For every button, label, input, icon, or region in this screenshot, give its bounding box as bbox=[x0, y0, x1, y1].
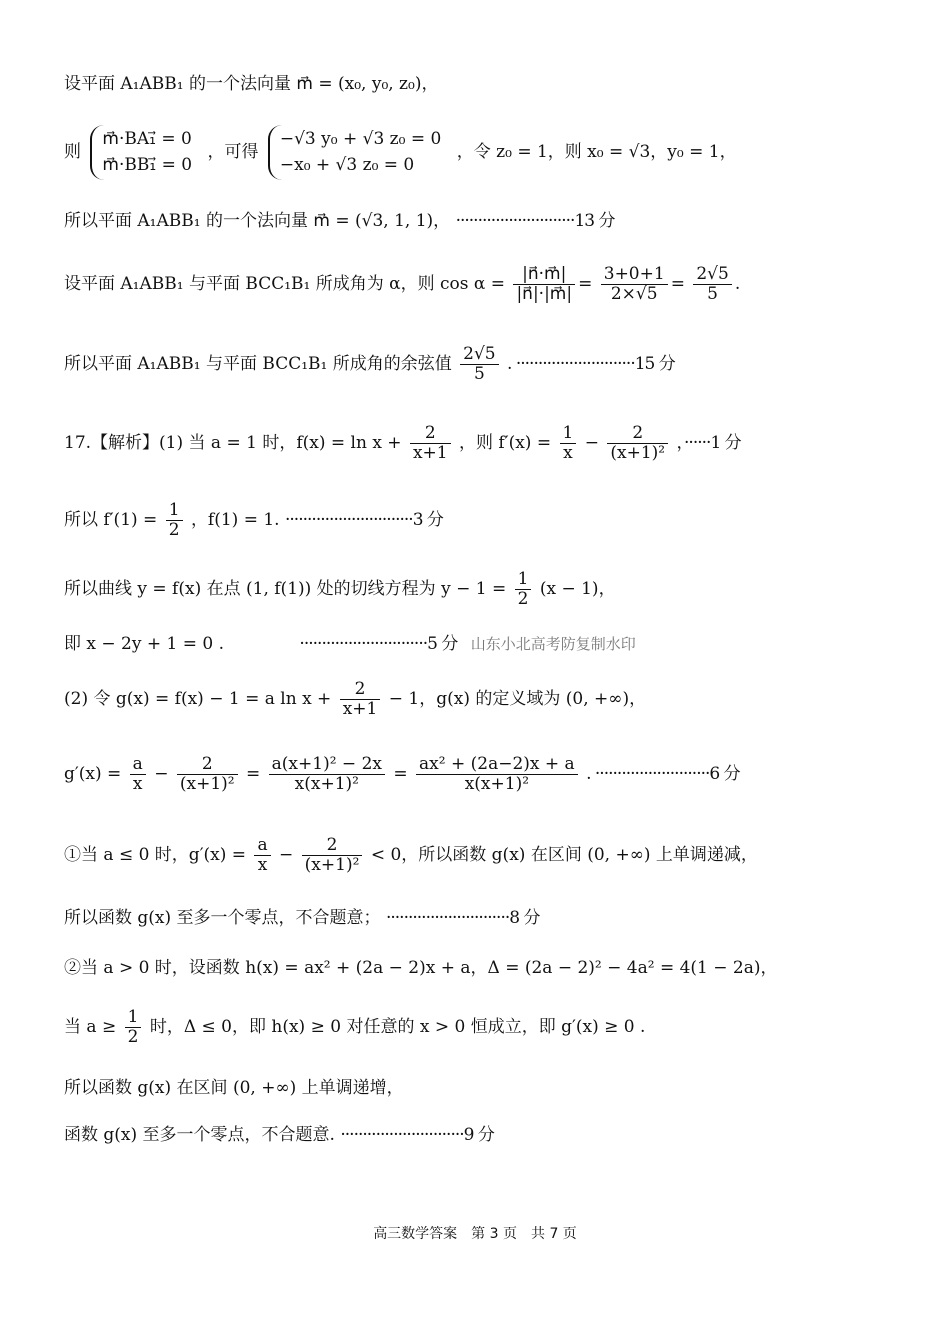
fraction: $\frac{a}{x}$ bbox=[130, 755, 146, 794]
line-tangent-result: 即 x − 2y + 1 = 0 . ·····························5 分 山东小北高考防复制水印 bbox=[64, 634, 636, 654]
line-g-definition: (2) 令 g(x) = f(x) − 1 = a ln x + $\frac{2}{x+1}$ − 1，g(x) 的定义域为 (0, +∞)， bbox=[64, 679, 647, 719]
fraction: $\frac{|n⃗\cdot m⃗|}{|n⃗|\cdot|m⃗|}$ bbox=[513, 265, 575, 304]
line-case-1: ①当 a ≤ 0 时，g′(x) = $\frac{a}{x}$ − $\frac{2}{\text{(x+1)²}}$ < 0，所以函数 g(x) 在区间 (0, +∞) 上单调递减， bbox=[64, 835, 758, 875]
fraction: $\frac{2}{x+1}$ bbox=[340, 680, 381, 719]
watermark-text: 山东小北高考防复制水印 bbox=[470, 635, 636, 653]
score-8: ····························8 分 bbox=[385, 908, 540, 928]
line-g-prime: g′(x) = $\frac{a}{x}$ − $\frac{2}{\text{(x+1)²}}$ = $\frac{\text{a(x+1)² − 2x}}{\text{x(x+1)²}}$ = $\frac{\text{ax² + (2a−2)x + a}}{\text{x(x+1)²}}$ . ··························6 分 bbox=[64, 754, 740, 794]
score-1: ，······1 分 bbox=[676, 433, 741, 453]
fraction: $\frac{2}{\text{(x+1)²}}$ bbox=[302, 836, 363, 875]
line-cos-result: 所以平面 A₁ABB₁ 与平面 BCC₁B₁ 所成角的余弦值 $\frac{2√5}{5}$ . ···························15 分 bbox=[64, 344, 675, 384]
fraction: $\frac{1}{x}$ bbox=[560, 424, 577, 463]
fraction: $\frac{3+0+1}{2\times√5}$ bbox=[601, 265, 668, 304]
line-tangent-equation: 所以曲线 y = f(x) 在点 (1, f(1)) 处的切线方程为 y − 1 = $\frac{1}{2}$ (x − 1)， bbox=[64, 569, 616, 609]
system-coordinates: −√3 y₀ + √3 z₀ = 0 −x₀ + √3 z₀ = 0 bbox=[268, 125, 447, 180]
line-case-2: ②当 a > 0 时，设函数 h(x) = ax² + (2a − 2)x + a，Δ = (2a − 2)² − 4a² = 4(1 − 2a)， bbox=[64, 958, 778, 978]
line-case-2-a: 当 a ≥ $\frac{1}{2}$ 时，Δ ≤ 0，即 h(x) ≥ 0 对任意的 x > 0 恒成立，即 g′(x) ≥ 0 . bbox=[64, 1007, 646, 1047]
line-f-prime-1: 所以 f′(1) = $\frac{1}{2}$ ，f(1) = 1. ·····························3 分 bbox=[64, 500, 443, 540]
fraction: $\frac{2√5}{5}$ bbox=[460, 345, 498, 384]
fraction: $\frac{\text{ax² + (2a−2)x + a}}{\text{x(x+1)²}}$ bbox=[416, 755, 578, 794]
fraction: $\frac{1}{2}$ bbox=[125, 1008, 142, 1047]
fraction: $\frac{1}{2}$ bbox=[515, 570, 532, 609]
score-3: ·····························3 分 bbox=[285, 510, 443, 530]
line-cos-alpha: 设平面 A₁ABB₁ 与平面 BCC₁B₁ 所成角为 α，则 cos α = $\frac{|n⃗\cdot m⃗|}{|n⃗|\cdot|m⃗|}$ = $\frac{3+0+1}{2\times√5}$ = $\frac{2√5}{5}$ . bbox=[64, 264, 741, 304]
line-increasing: 所以函数 g(x) 在区间 (0, +∞) 上单调递增， bbox=[64, 1078, 404, 1098]
fraction: $\frac{2}{\text{(x+1)²}}$ bbox=[177, 755, 238, 794]
fraction: $\frac{2}{x+1}$ bbox=[410, 424, 451, 463]
score-6: . ··························6 分 bbox=[586, 764, 740, 784]
line-normal-vector-result: 所以平面 A₁ABB₁ 的一个法向量 m⃗ = (√3, 1, 1)， ···························13 分 bbox=[64, 211, 615, 231]
score-13: ···························13 分 bbox=[455, 211, 615, 231]
fraction: $\frac{\text{a(x+1)² − 2x}}{\text{x(x+1)²}}$ bbox=[269, 755, 385, 794]
line-q17-derivative: 17.【解析】(1) 当 a = 1 时，f(x) = ln x + $\frac{2}{x+1}$ ，则 f′(x) = $\frac{1}{x}$ − $\frac{2}{\text{(x+1)²}}$ ，······1 分 bbox=[64, 423, 741, 463]
score-15: . ···························15 分 bbox=[507, 354, 675, 374]
score-9: ····························9 分 bbox=[340, 1125, 494, 1145]
fraction: $\frac{1}{2}$ bbox=[166, 501, 183, 540]
fraction: $\frac{2√5}{5}$ bbox=[693, 265, 731, 304]
page-footer: 高三数学答案 第 3 页 共 7 页 bbox=[373, 1226, 577, 1242]
line-case-1-conclusion: 所以函数 g(x) 至多一个零点，不合题意； ····························8 分 bbox=[64, 908, 540, 928]
line-case-2-conclusion: 函数 g(x) 至多一个零点，不合题意. ····························9 分 bbox=[64, 1125, 494, 1145]
line-equation-system: 则 m⃗·BA₁⃗ = 0 m⃗·BB₁⃗ = 0 ，可得 −√3 y₀ + √3 z₀ = 0 −x₀ + √3 z₀ = 0 ，令 z₀ = 1，则 x₀ = √3，y₀ = 1， bbox=[64, 125, 737, 180]
fraction: $\frac{2}{\text{(x+1)²}}$ bbox=[607, 424, 668, 463]
fraction: $\frac{a}{x}$ bbox=[254, 836, 270, 875]
score-5: ·····························5 分 bbox=[299, 634, 458, 654]
line-normal-vector-def: 设平面 A₁ABB₁ 的一个法向量 m⃗ = (x₀, y₀, z₀)， bbox=[64, 74, 439, 94]
system-dot-products: m⃗·BA₁⃗ = 0 m⃗·BB₁⃗ = 0 bbox=[90, 125, 198, 180]
